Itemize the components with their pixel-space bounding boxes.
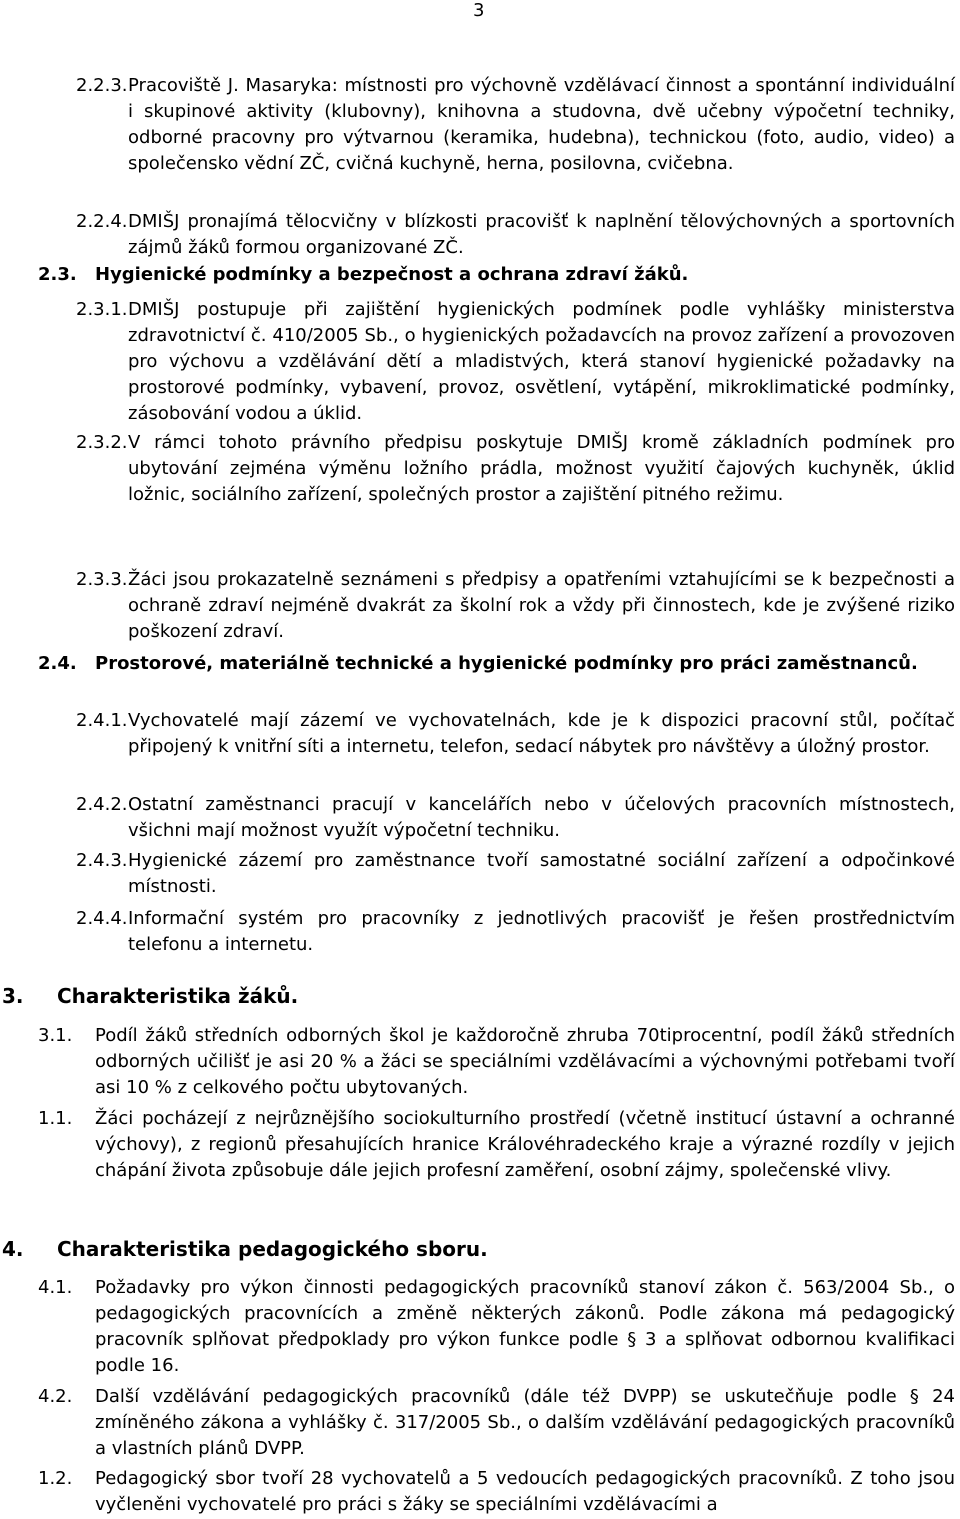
paragraph-text: Hygienické zázemí pro zaměstnance tvoří samostatné sociální zařízení a odpočinkové místnosti. (128, 850, 955, 897)
paragraph-1-2 (38, 1466, 955, 1518)
paragraph-2-3-3 (76, 567, 955, 645)
paragraph-3-1 (38, 1023, 955, 1101)
chapter-heading-4 (2, 1236, 955, 1262)
paragraph-number: 1.2. (38, 1468, 73, 1489)
section-heading-2-3 (38, 262, 955, 288)
section-number: 2.3. (38, 264, 77, 285)
paragraph-text: DMIŠJ postupuje při zajištění hygienických podmínek podle vyhlášky ministerstva zdravotnictví č. 410/2005 Sb., o hygienických požadavcích na provoz zařízení a provozoven pro výchovu a vzdělávání dětí a mladistvých, která stanoví hygienické požadavky na prostorové podmínky, vybavení, provoz, osvětlení, vytápění, mikroklimatické podmínky, zásobování vodou a úklid. (128, 299, 955, 424)
paragraph-text: Další vzdělávání pedagogických pracovníků (dále též DVPP) se uskutečňuje podle § 24 zmíněného zákona a vyhlášky č. 317/2005 Sb., o dalším vzdělávání pedagogických pracovníků a vlastních plánů DVPP. (95, 1386, 955, 1459)
paragraph-number: 2.2.4. (76, 211, 128, 232)
paragraph-number: 2.4.2. (76, 794, 128, 815)
paragraph-text: Žáci jsou prokazatelně seznámeni s předpisy a opatřeními vztahujícími se k bezpečnosti a ochraně zdraví nejméně dvakrát za školní rok a vždy při činnostech, kde je zvýšené riziko poškození zdraví. (128, 569, 955, 642)
paragraph-text: Žáci pocházejí z nejrůznějšího sociokulturního prostředí (včetně institucí ústavní a ochranné výchovy), z regionů přesahujících hranice Královéhradeckého kraje a výrazné rozdíly v jejich chápání života způsobuje dále jejich profesní zaměření, osobní zájmy, společenské vlivy. (95, 1108, 955, 1181)
chapter-number: 4. (2, 1237, 24, 1261)
chapter-heading-3 (2, 983, 955, 1009)
paragraph-2-4-3 (76, 848, 955, 900)
paragraph-number: 2.4.1. (76, 710, 128, 731)
paragraph-number: 2.2.3. (76, 75, 128, 96)
paragraph-4-2 (38, 1384, 955, 1462)
paragraph-2-4-2 (76, 792, 955, 844)
paragraph-text: V rámci tohoto právního předpisu poskytuje DMIŠJ kromě základních podmínek pro ubytování zejména výměnu ložního prádla, možnost využití čajových kuchyněk, úklid ložnic, sociálního zařízení, společných prostor a zajištění pitného režimu. (128, 432, 955, 505)
paragraph-text: Informační systém pro pracovníky z jednotlivých pracovišť je řešen prostřednictvím telefonu a internetu. (128, 908, 955, 955)
paragraph-text: Pedagogický sbor tvoří 28 vychovatelů a 5 vedoucích pedagogických pracovníků. Z toho jsou vyčleněni vychovatelé pro práci s žáky se speciálními vzdělávacími a (95, 1468, 955, 1515)
paragraph-number: 3.1. (38, 1025, 73, 1046)
paragraph-number: 4.1. (38, 1277, 73, 1298)
paragraph-number: 2.4.3. (76, 850, 128, 871)
chapter-number: 3. (2, 984, 24, 1008)
section-title: Hygienické podmínky a bezpečnost a ochrana zdraví žáků. (95, 264, 689, 285)
paragraph-number: 2.3.3. (76, 569, 128, 590)
page-number: 3 (473, 0, 485, 21)
paragraph-text: Pracoviště J. Masaryka: místnosti pro výchovně vzdělávací činnost a spontánní individuální i skupinové aktivity (klubovny), knihovna a studovna, dvě učebny výpočetní techniky, odborné pracovny pro výtvarnou (keramika, hudebna), technickou (foto, audio, video) a společensko vědní ZČ, cvičná kuchyně, herna, posilovna, cvičebna. (128, 75, 955, 174)
chapter-title: Charakteristika pedagogického sboru. (57, 1237, 488, 1261)
paragraph-2-2-3 (76, 73, 955, 177)
paragraph-1-1 (38, 1106, 955, 1184)
paragraph-2-4-1 (76, 708, 955, 760)
paragraph-2-4-4 (76, 906, 955, 958)
section-number: 2.4. (38, 653, 77, 674)
paragraph-text: Ostatní zaměstnanci pracují v kancelářích nebo v účelových pracovních místnostech, všichni mají možnost využít výpočetní techniku. (128, 794, 955, 841)
paragraph-2-2-4 (76, 209, 955, 261)
paragraph-number: 1.1. (38, 1108, 73, 1129)
paragraph-text: DMIŠJ pronajímá tělocvičny v blízkosti pracovišť k naplnění tělovýchovných a sportovních zájmů žáků formou organizované ZČ. (128, 211, 955, 258)
paragraph-4-1 (38, 1275, 955, 1379)
paragraph-2-3-1 (76, 297, 955, 427)
section-heading-2-4 (38, 651, 955, 677)
chapter-title: Charakteristika žáků. (57, 984, 299, 1008)
paragraph-number: 2.3.1. (76, 299, 128, 320)
paragraph-text: Požadavky pro výkon činnosti pedagogických pracovníků stanoví zákon č. 563/2004 Sb., o pedagogických pracovnících a změně některých zákonů. Podle zákona má pedagogický pracovník splňovat předpoklady pro výkon funkce podle § 3 a splňovat odbornou kvalifikaci podle 16. (95, 1277, 955, 1376)
section-title: Prostorové, materiálně technické a hygienické podmínky pro práci zaměstnanců. (95, 653, 918, 674)
paragraph-text: Podíl žáků středních odborných škol je každoročně zhruba 70tiprocentní, podíl žáků středních odborných učilišť je asi 20 % a žáci se speciálními vzdělávacími a výchovnými potřebami tvoří asi 10 % z celkového počtu ubytovaných. (95, 1025, 955, 1098)
paragraph-number: 4.2. (38, 1386, 73, 1407)
paragraph-number: 2.4.4. (76, 908, 128, 929)
paragraph-number: 2.3.2. (76, 432, 128, 453)
paragraph-text: Vychovatelé mají zázemí ve vychovatelnách, kde je k dispozici pracovní stůl, počítač připojený k vnitřní síti a internetu, telefon, sedací nábytek pro návštěvy a úložný prostor. (128, 710, 955, 757)
paragraph-2-3-2 (76, 430, 955, 508)
